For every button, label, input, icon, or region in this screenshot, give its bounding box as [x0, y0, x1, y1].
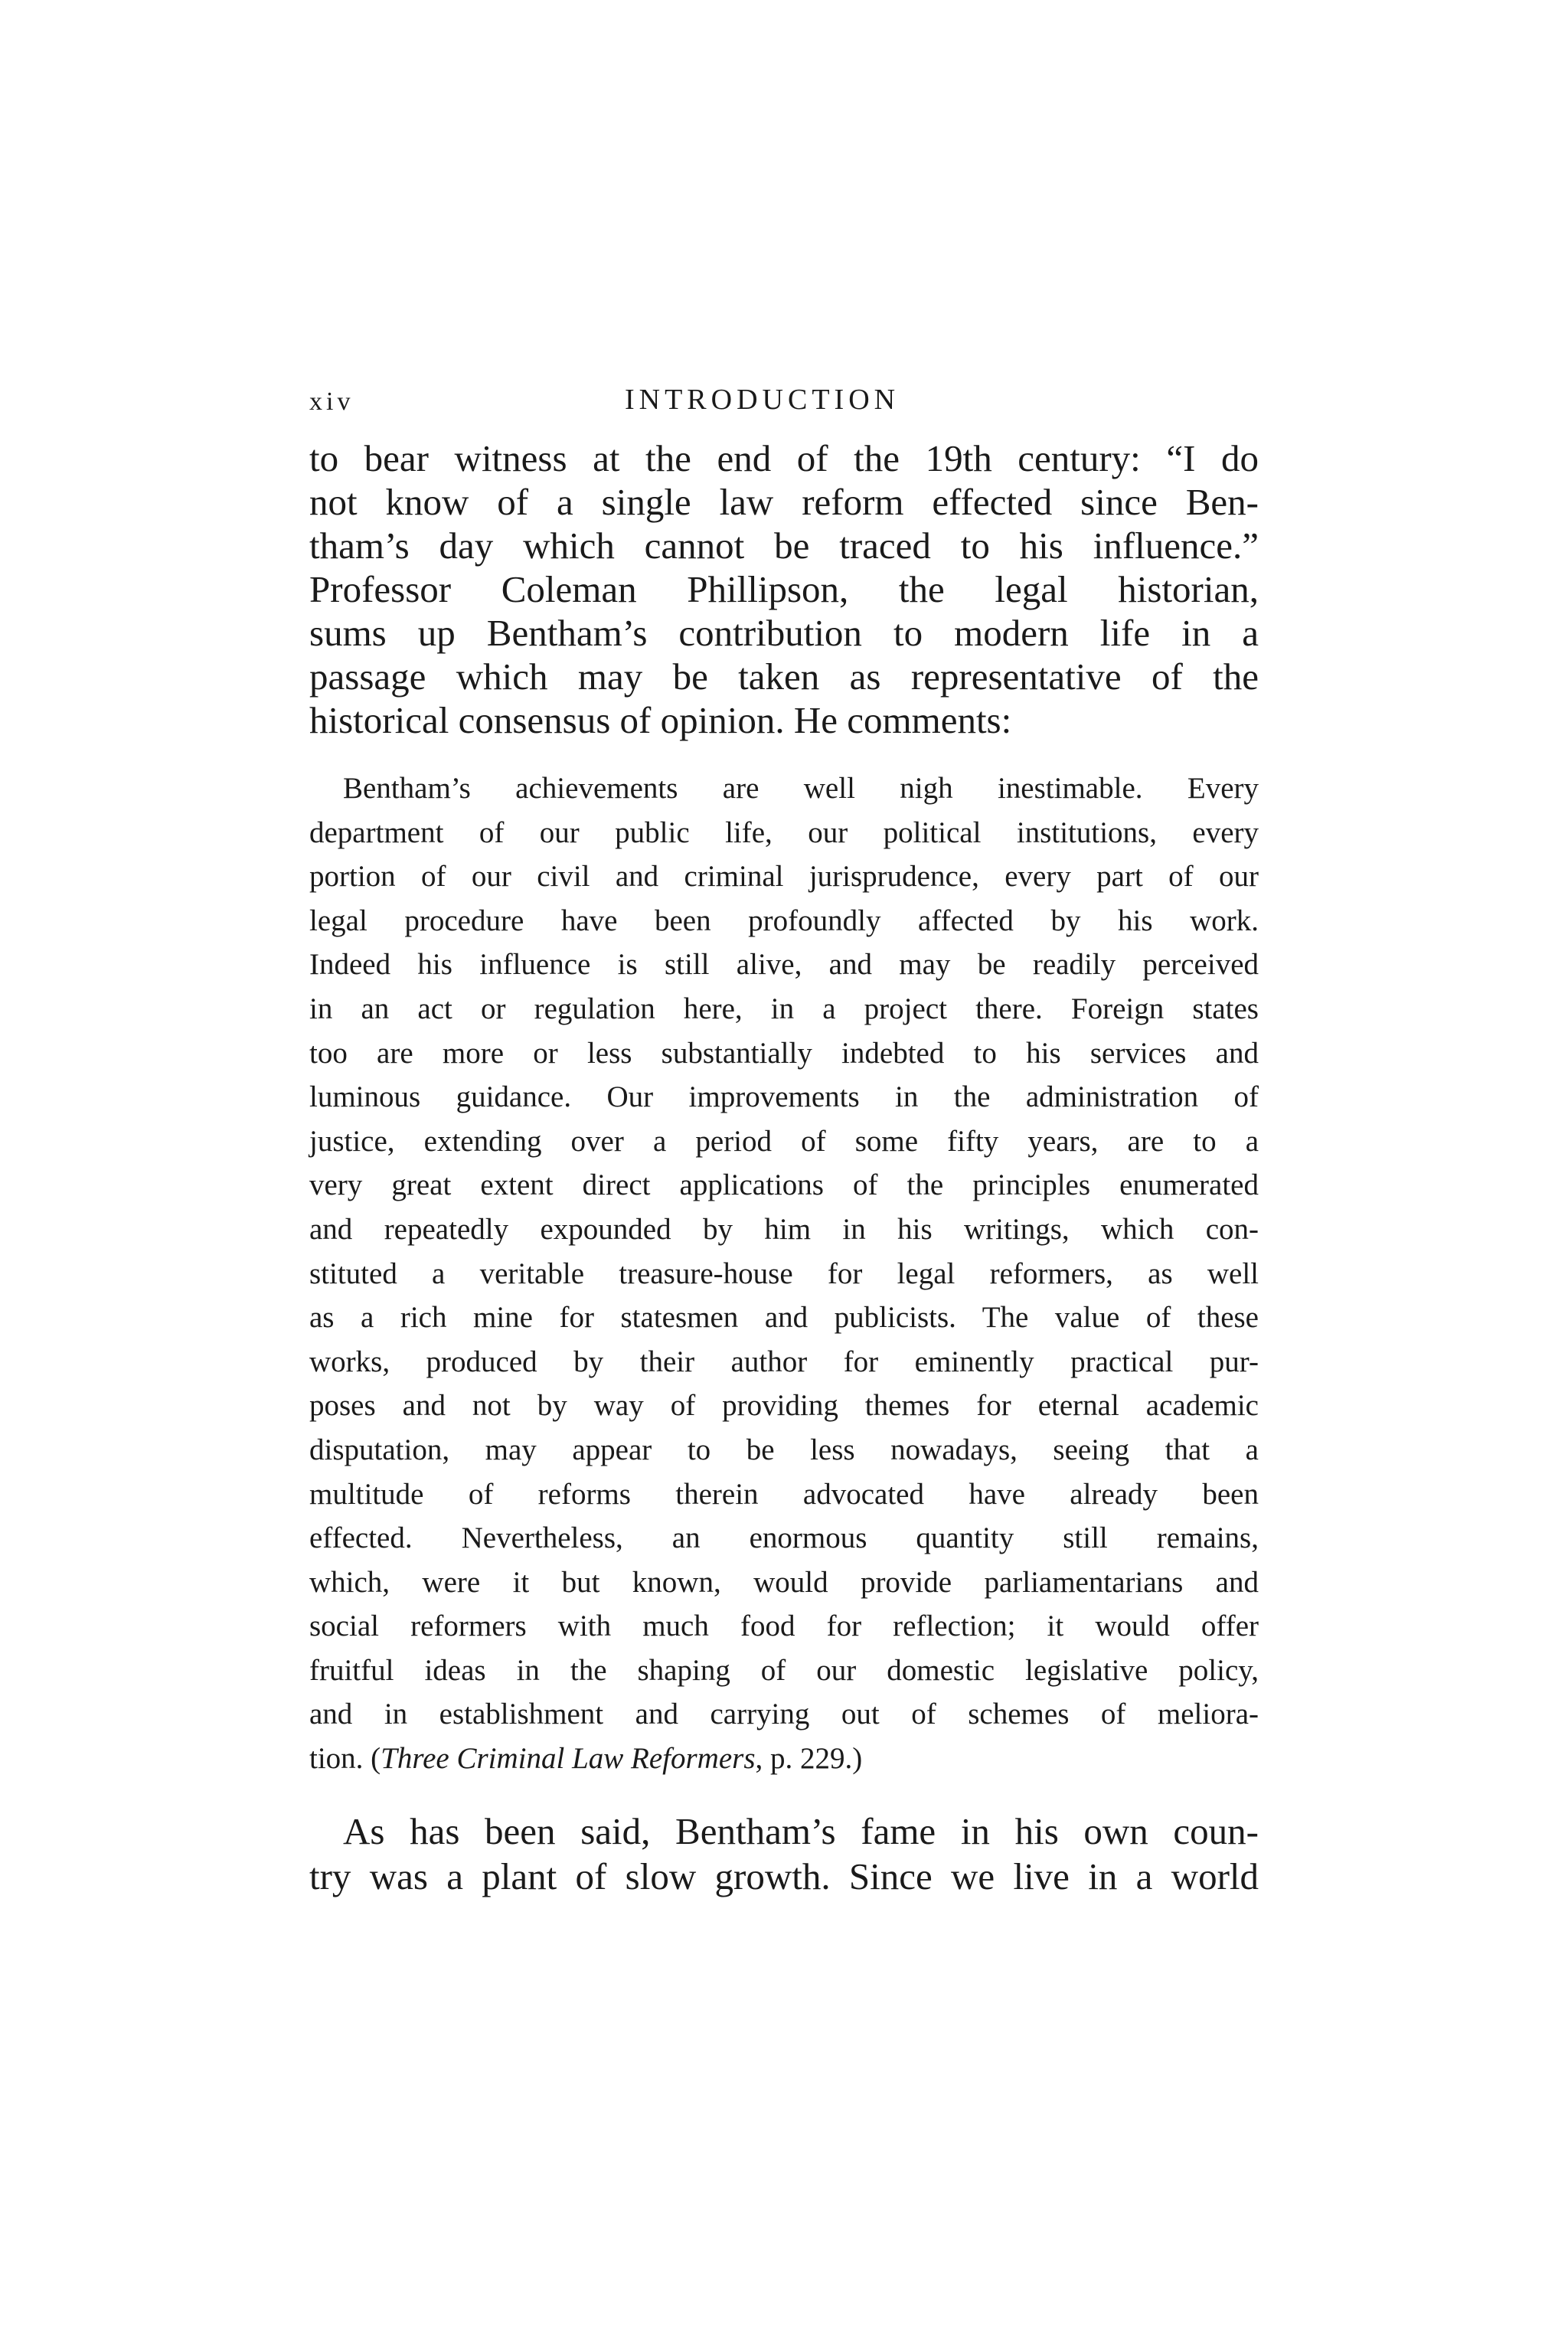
- text-line: to bear witness at the end of the 19th century: “I do: [309, 437, 1259, 479]
- citation-prefix: tion. (: [309, 1742, 381, 1776]
- text-line: As has been said, Bentham’s fame in his own coun-: [343, 1809, 1259, 1852]
- quote-line: Bentham’s achievements are well nigh inestimable. Every: [343, 772, 1259, 805]
- text-line: sums up Bentham’s contribution to modern life in a: [309, 612, 1259, 654]
- quote-line: department of our public life, our political institutions, every: [309, 815, 1259, 849]
- intro-paragraph: [309, 436, 1259, 742]
- quote-line: very great extent direct applications of the principles enumerated: [309, 1168, 1259, 1202]
- book-page: [309, 383, 1259, 1899]
- text-line: not know of a single law reform effected since Ben-: [309, 481, 1259, 523]
- quote-line: disputation, may appear to be less nowadays, seeing that a: [309, 1433, 1259, 1466]
- quote-line: poses and not by way of providing themes for eternal academic: [309, 1389, 1259, 1423]
- quote-line: too are more or less substantially indebted to his services and: [309, 1036, 1259, 1070]
- resume-paragraph: [309, 1809, 1259, 1899]
- text-line: tham’s day which cannot be traced to his influence.”: [309, 525, 1259, 567]
- text-line: Professor Coleman Phillipson, the legal historian,: [309, 568, 1259, 610]
- quote-line: and repeatedly expounded by him in his writings, which con-: [309, 1212, 1259, 1246]
- quote-line: works, produced by their author for eminently practical pur-: [309, 1345, 1259, 1378]
- text-line: try was a plant of slow growth. Since we live in a world: [309, 1855, 1259, 1897]
- text-line: historical consensus of opinion. He comments:: [309, 699, 1012, 741]
- quote-line: social reformers with much food for reflection; it would offer: [309, 1610, 1259, 1643]
- quote-line: in an act or regulation here, in a project there. Foreign states: [309, 992, 1259, 1025]
- quote-line: luminous guidance. Our improvements in the administration of: [309, 1080, 1259, 1114]
- text-line: passage which may be taken as representative of the: [309, 655, 1259, 698]
- citation-line: [309, 1737, 1259, 1781]
- quote-line: portion of our civil and criminal jurisprudence, every part of our: [309, 860, 1259, 894]
- quote-line: legal procedure have been profoundly affected by his work.: [309, 904, 1259, 937]
- quote-line: and in establishment and carrying out of schemes of meliora-: [309, 1698, 1259, 1731]
- quote-line: which, were it but known, would provide parliamentarians and: [309, 1565, 1259, 1599]
- page-number: xiv: [309, 387, 354, 416]
- quote-line: effected. Nevertheless, an enormous quantity still remains,: [309, 1521, 1259, 1555]
- running-head: [309, 383, 1259, 432]
- quote-line: stituted a veritable treasure-house for legal reformers, as well: [309, 1257, 1259, 1290]
- quote-line: as a rich mine for statesmen and publicists. The value of these: [309, 1301, 1259, 1335]
- quote-line: fruitful ideas in the shaping of our domestic legislative policy,: [309, 1653, 1259, 1687]
- block-quote: [309, 766, 1259, 1781]
- citation-title: Three Criminal Law Reformers: [381, 1742, 756, 1776]
- quote-line: justice, extending over a period of some fifty years, are to a: [309, 1124, 1259, 1158]
- quote-line: multitude of reforms therein advocated have already been: [309, 1477, 1259, 1511]
- quote-line: Indeed his influence is still alive, and may be readily perceived: [309, 948, 1259, 982]
- running-title: INTRODUCTION: [625, 384, 900, 416]
- citation-suffix: , p. 229.): [755, 1742, 863, 1776]
